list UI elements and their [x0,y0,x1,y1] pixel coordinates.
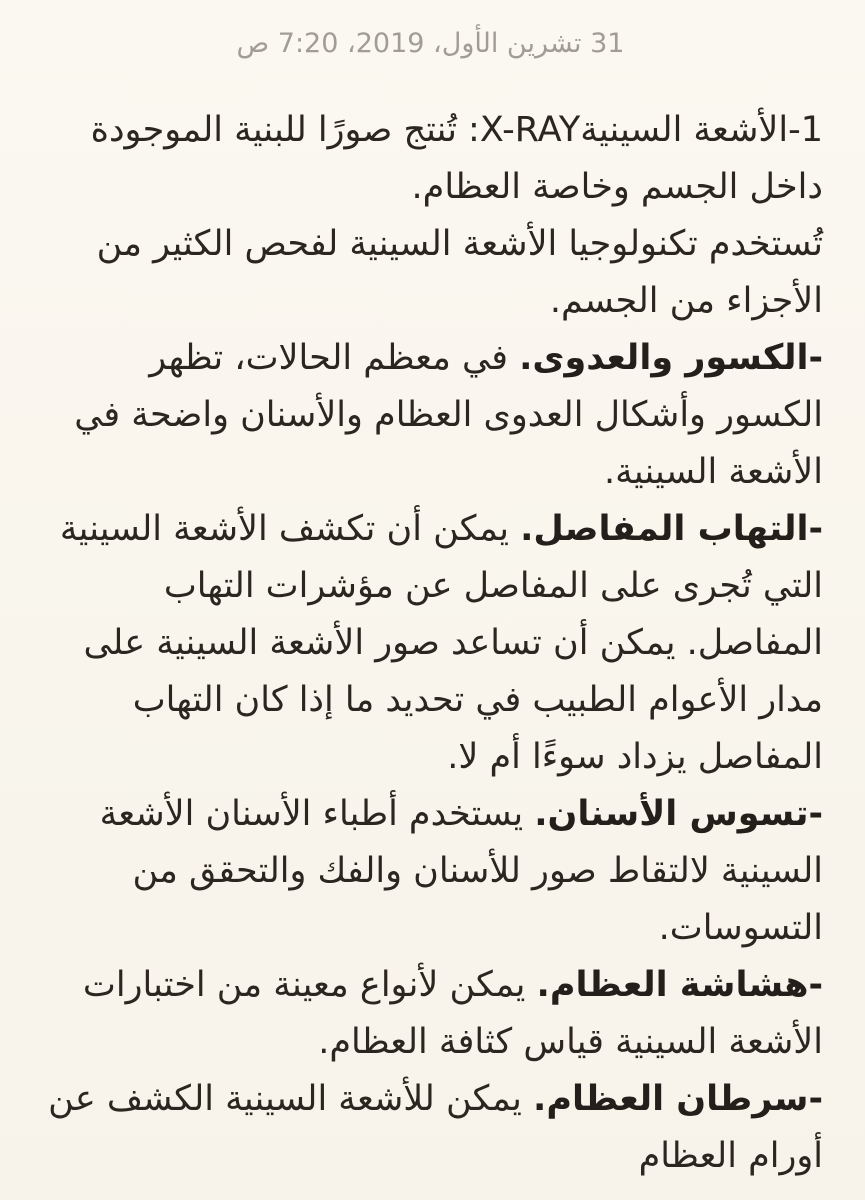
section-text: يمكن للأشعة السينية الكشف عن أورام العظام [48,1079,823,1176]
section-heading: -الكسور والعدوى. [519,338,823,378]
intro-lead-suffix: : تُنتج صورًا للبنية الموجودة داخل الجسم وخاصة العظام. [90,110,823,207]
intro-second-paragraph: تُستخدم تكنولوجيا الأشعة السينية لفحص الكثير من الأجزاء من الجسم. [96,224,823,321]
section-text: في معظم الحالات، تظهر الكسور وأشكال العدوى العظام والأسنان واضحة في الأشعة السينية. [74,338,823,492]
section-bone-cancer [38,1071,823,1185]
section-text: يمكن أن تكشف الأشعة السينية التي تُجرى على المفاصل عن مؤشرات التهاب المفاصل. يمكن أن تساعد صور الأشعة السينية على مدار الأعوام الطبيب في تحديد ما إذا كان التهاب المفاصل يزداد سوءًا أم لا. [59,509,823,777]
section-heading: -التهاب المفاصل. [520,509,823,549]
section-heading: -سرطان العظام. [533,1079,823,1119]
intro-lead-ltr: X-RAY [479,110,581,150]
section-text: يمكن لأنواع معينة من اختبارات الأشعة السينية قياس كثافة العظام. [82,965,823,1062]
section-osteoporosis [38,957,823,1071]
section-dental-caries [38,786,823,957]
section-heading: -تسوس الأسنان. [534,794,823,834]
intro-paragraph [38,102,823,216]
note-body[interactable] [38,102,823,1185]
intro-lead-prefix: 1-الأشعة السينية [580,110,823,150]
section-text: يستخدم أطباء الأسنان الأشعة السينية لالتقاط صور للأسنان والفك والتحقق من التسوسات. [99,794,823,948]
section-heading: -هشاشة العظام. [536,965,823,1005]
section-arthritis [38,501,823,786]
section-fractures [38,330,823,501]
note-timestamp: 31 تشرين الأول، 2019، 7:20 ص [236,28,625,59]
